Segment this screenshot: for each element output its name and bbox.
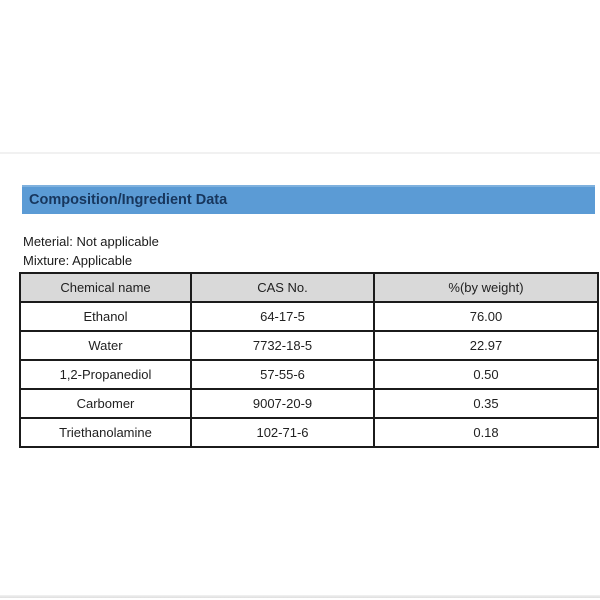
cell-chemical-name: 1,2-Propanediol — [20, 360, 191, 389]
applicability-notes — [23, 233, 159, 270]
table-header-row — [20, 273, 598, 302]
cell-chemical-name: Water — [20, 331, 191, 360]
cell-cas-no: 9007-20-9 — [191, 389, 374, 418]
page-top-divider — [0, 152, 600, 154]
table-row — [20, 418, 598, 447]
material-note-line: Meterial: Not applicable — [23, 234, 159, 249]
section-header-bar — [22, 185, 595, 214]
cell-cas-no: 102-71-6 — [191, 418, 374, 447]
cell-percent-by-weight: 0.35 — [374, 389, 598, 418]
cell-cas-no: 7732-18-5 — [191, 331, 374, 360]
table-row — [20, 331, 598, 360]
composition-table — [19, 272, 599, 448]
cell-cas-no: 57-55-6 — [191, 360, 374, 389]
column-header-chemical-name: Chemical name — [20, 273, 191, 302]
mixture-note-line: Mixture: Applicable — [23, 252, 133, 268]
table-row — [20, 302, 598, 331]
page-bottom-divider — [0, 595, 600, 598]
cell-chemical-name: Triethanolamine — [20, 418, 191, 447]
cell-cas-no: 64-17-5 — [191, 302, 374, 331]
cell-percent-by-weight: 22.97 — [374, 331, 598, 360]
cell-percent-by-weight: 76.00 — [374, 302, 598, 331]
cell-percent-by-weight: 0.18 — [374, 418, 598, 447]
column-header-cas-no: CAS No. — [191, 273, 374, 302]
cell-chemical-name: Ethanol — [20, 302, 191, 331]
cell-chemical-name: Carbomer — [20, 389, 191, 418]
column-header-percent-by-weight: %(by weight) — [374, 273, 598, 302]
section-title: Composition/Ingredient Data — [29, 191, 228, 208]
table-row — [20, 389, 598, 418]
table-row — [20, 360, 598, 389]
cell-percent-by-weight: 0.50 — [374, 360, 598, 389]
